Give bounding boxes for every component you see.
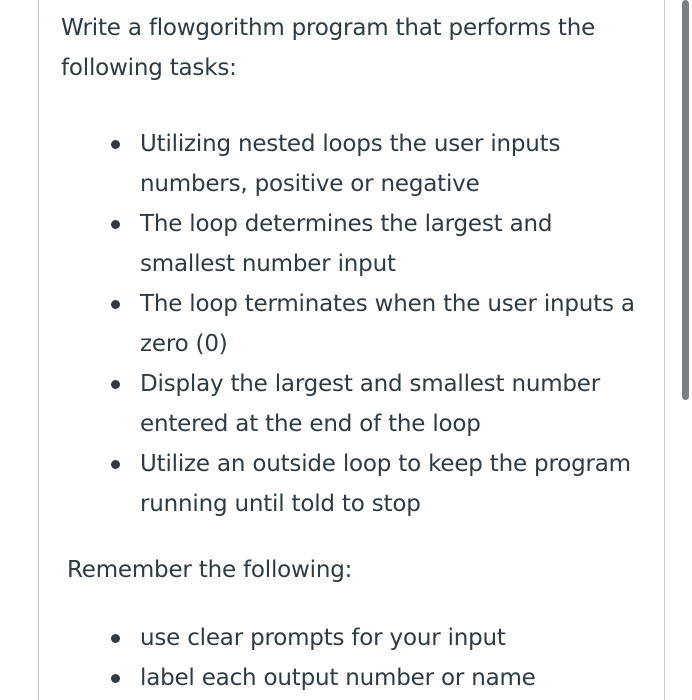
bullet-icon [111, 220, 120, 229]
task-text: Utilizing nested loops the user inputs numbers, positive or negative [140, 131, 561, 197]
right-content-border [664, 0, 665, 700]
bullet-icon [111, 300, 120, 309]
task-text: Display the largest and smallest number entered at the end of the loop [140, 371, 601, 437]
vertical-scrollbar[interactable] [679, 0, 692, 700]
task-item [140, 284, 651, 364]
task-text: Utilize an outside loop to keep the program running until told to stop [140, 451, 631, 517]
assignment-content [61, 8, 651, 698]
bullet-icon [111, 674, 120, 683]
task-text: The loop terminates when the user inputs a zero (0) [140, 291, 635, 357]
bullet-icon [111, 140, 120, 149]
reminder-list [61, 618, 651, 698]
left-content-border [38, 0, 39, 700]
task-item [140, 364, 651, 444]
task-list [61, 124, 651, 524]
bullet-icon [111, 634, 120, 643]
task-item [140, 444, 651, 524]
reminder-text: use clear prompts for your input [140, 625, 506, 651]
reminder-item [140, 618, 651, 658]
task-text: The loop determines the largest and smallest number input [140, 211, 553, 277]
remember-heading: Remember the following: [67, 557, 353, 583]
task-item [140, 204, 651, 284]
task-item [140, 124, 651, 204]
scrollbar-thumb[interactable] [682, 0, 689, 400]
reminder-text: label each output number or name [140, 665, 536, 691]
bullet-icon [111, 380, 120, 389]
assignment-intro: Write a flowgorithm program that performs the following tasks: [61, 15, 596, 81]
reminder-item [140, 658, 651, 698]
bullet-icon [111, 460, 120, 469]
